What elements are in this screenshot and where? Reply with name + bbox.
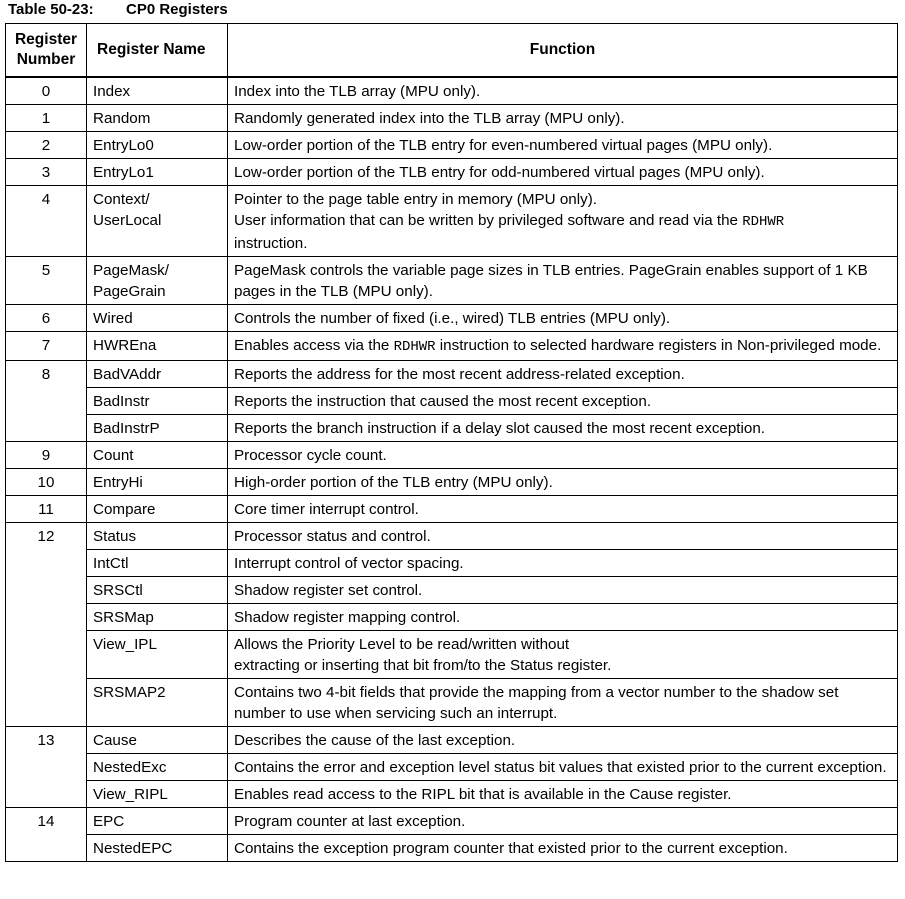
- register-number: 10: [6, 469, 87, 496]
- register-function: PageMask controls the variable page sizes in TLB entries. PageGrain enables support of 1 KB pages in the TLB (MPU only).: [228, 257, 898, 305]
- register-function: Contains two 4-bit fields that provide the mapping from a vector number to the shadow set number to use when servicing such an interrupt.: [228, 679, 898, 727]
- register-number: 3: [6, 159, 87, 186]
- register-name: View_IPL: [87, 631, 228, 679]
- header-number-line2: Number: [16, 51, 76, 68]
- register-number: 7: [6, 332, 87, 361]
- table-row: [6, 604, 898, 631]
- register-name: IntCtl: [87, 550, 228, 577]
- table-row: [6, 679, 898, 727]
- table-row: [6, 727, 898, 754]
- table-row: [6, 388, 898, 415]
- register-name: View_RIPL: [87, 781, 228, 808]
- table-row: [6, 442, 898, 469]
- table-row: [6, 496, 898, 523]
- function-text: User information that can be written by privileged software and read via the: [234, 212, 743, 229]
- table-row: [6, 577, 898, 604]
- register-function: Processor status and control.: [228, 523, 898, 550]
- register-function: Controls the number of fixed (i.e., wired) TLB entries (MPU only).: [228, 305, 898, 332]
- header-function: Function: [228, 24, 898, 78]
- function-line: Allows the Priority Level to be read/written without: [234, 636, 570, 653]
- register-name: Wired: [87, 305, 228, 332]
- register-function: Contains the exception program counter that existed prior to the current exception.: [228, 835, 898, 862]
- register-function: Shadow register mapping control.: [228, 604, 898, 631]
- register-name: NestedExc: [87, 754, 228, 781]
- table-caption-number: Table 50-23:: [8, 1, 94, 18]
- function-line: extracting or inserting that bit from/to the Status register.: [234, 657, 612, 674]
- register-name: BadInstrP: [87, 415, 228, 442]
- header-register-name: Register Name: [87, 24, 228, 78]
- table-row: [6, 550, 898, 577]
- table-row: [6, 415, 898, 442]
- register-name: EntryLo0: [87, 132, 228, 159]
- register-name: Cause: [87, 727, 228, 754]
- table-row: [6, 77, 898, 105]
- register-number: 8: [6, 361, 87, 442]
- table-row: [6, 159, 898, 186]
- register-function: Describes the cause of the last exception.: [228, 727, 898, 754]
- register-function: Program counter at last exception.: [228, 808, 898, 835]
- code-rdhwr: RDHWR: [393, 339, 436, 355]
- register-name: NestedEPC: [87, 835, 228, 862]
- register-name: Compare: [87, 496, 228, 523]
- register-function: Shadow register set control.: [228, 577, 898, 604]
- register-name-line: Context/: [93, 191, 150, 208]
- register-number: 5: [6, 257, 87, 305]
- register-name: EntryHi: [87, 469, 228, 496]
- table-row: [6, 835, 898, 862]
- table-row: [6, 631, 898, 679]
- register-name: Index: [87, 77, 228, 105]
- function-line: Pointer to the page table entry in memory (MPU only).: [234, 191, 597, 208]
- register-number: 9: [6, 442, 87, 469]
- table-caption-title: CP0 Registers: [126, 1, 228, 18]
- table-row: [6, 808, 898, 835]
- register-number: 2: [6, 132, 87, 159]
- table-row: [6, 305, 898, 332]
- header-register-number: [6, 24, 87, 78]
- register-name: Status: [87, 523, 228, 550]
- register-name: SRSCtl: [87, 577, 228, 604]
- register-number: 13: [6, 727, 87, 808]
- register-name-line: UserLocal: [93, 212, 162, 229]
- register-name: BadInstr: [87, 388, 228, 415]
- register-function: Contains the error and exception level status bit values that existed prior to the current exception.: [228, 754, 898, 781]
- table-row: [6, 754, 898, 781]
- register-function: Index into the TLB array (MPU only).: [228, 77, 898, 105]
- register-number: 14: [6, 808, 87, 862]
- register-name-line: PageMask/: [93, 262, 169, 279]
- function-text: instruction to selected hardware registers in Non-privileged mode.: [435, 337, 882, 354]
- register-function: Enables read access to the RIPL bit that is available in the Cause register.: [228, 781, 898, 808]
- register-function: Reports the branch instruction if a delay slot caused the most recent exception.: [228, 415, 898, 442]
- table-caption: [8, 0, 228, 20]
- register-function: Core timer interrupt control.: [228, 496, 898, 523]
- register-name-line: PageGrain: [93, 283, 166, 300]
- register-name: [87, 257, 228, 305]
- register-function: High-order portion of the TLB entry (MPU only).: [228, 469, 898, 496]
- table-row: [6, 781, 898, 808]
- register-number: 1: [6, 105, 87, 132]
- register-number: 0: [6, 77, 87, 105]
- register-function: Reports the instruction that caused the most recent exception.: [228, 388, 898, 415]
- register-function: Low-order portion of the TLB entry for odd-numbered virtual pages (MPU only).: [228, 159, 898, 186]
- table-row: [6, 469, 898, 496]
- register-name: Random: [87, 105, 228, 132]
- register-number: 4: [6, 186, 87, 257]
- register-function: Processor cycle count.: [228, 442, 898, 469]
- table-row: [6, 132, 898, 159]
- function-text: Enables access via the: [234, 337, 394, 354]
- register-name: Count: [87, 442, 228, 469]
- function-text: instruction.: [234, 235, 308, 252]
- register-number: 12: [6, 523, 87, 727]
- register-function: Randomly generated index into the TLB array (MPU only).: [228, 105, 898, 132]
- register-name: SRSMap: [87, 604, 228, 631]
- register-name: EPC: [87, 808, 228, 835]
- register-name: EntryLo1: [87, 159, 228, 186]
- table-row: [6, 332, 898, 361]
- table-row: [6, 523, 898, 550]
- table-row: [6, 361, 898, 388]
- cp0-registers-table: [5, 23, 898, 862]
- register-number: 6: [6, 305, 87, 332]
- register-function: [228, 332, 898, 361]
- register-function: Low-order portion of the TLB entry for even-numbered virtual pages (MPU only).: [228, 132, 898, 159]
- register-function: [228, 186, 898, 257]
- register-name: HWREna: [87, 332, 228, 361]
- register-function: Interrupt control of vector spacing.: [228, 550, 898, 577]
- register-function: [228, 631, 898, 679]
- table-row: [6, 186, 898, 257]
- header-number-line1: Register: [14, 31, 78, 48]
- register-number: 11: [6, 496, 87, 523]
- table-row: [6, 105, 898, 132]
- register-name: BadVAddr: [87, 361, 228, 388]
- register-function: Reports the address for the most recent address-related exception.: [228, 361, 898, 388]
- table-row: [6, 257, 898, 305]
- code-rdhwr: RDHWR: [742, 214, 785, 230]
- register-name: [87, 186, 228, 257]
- table-header-row: [6, 24, 898, 78]
- register-name: SRSMAP2: [87, 679, 228, 727]
